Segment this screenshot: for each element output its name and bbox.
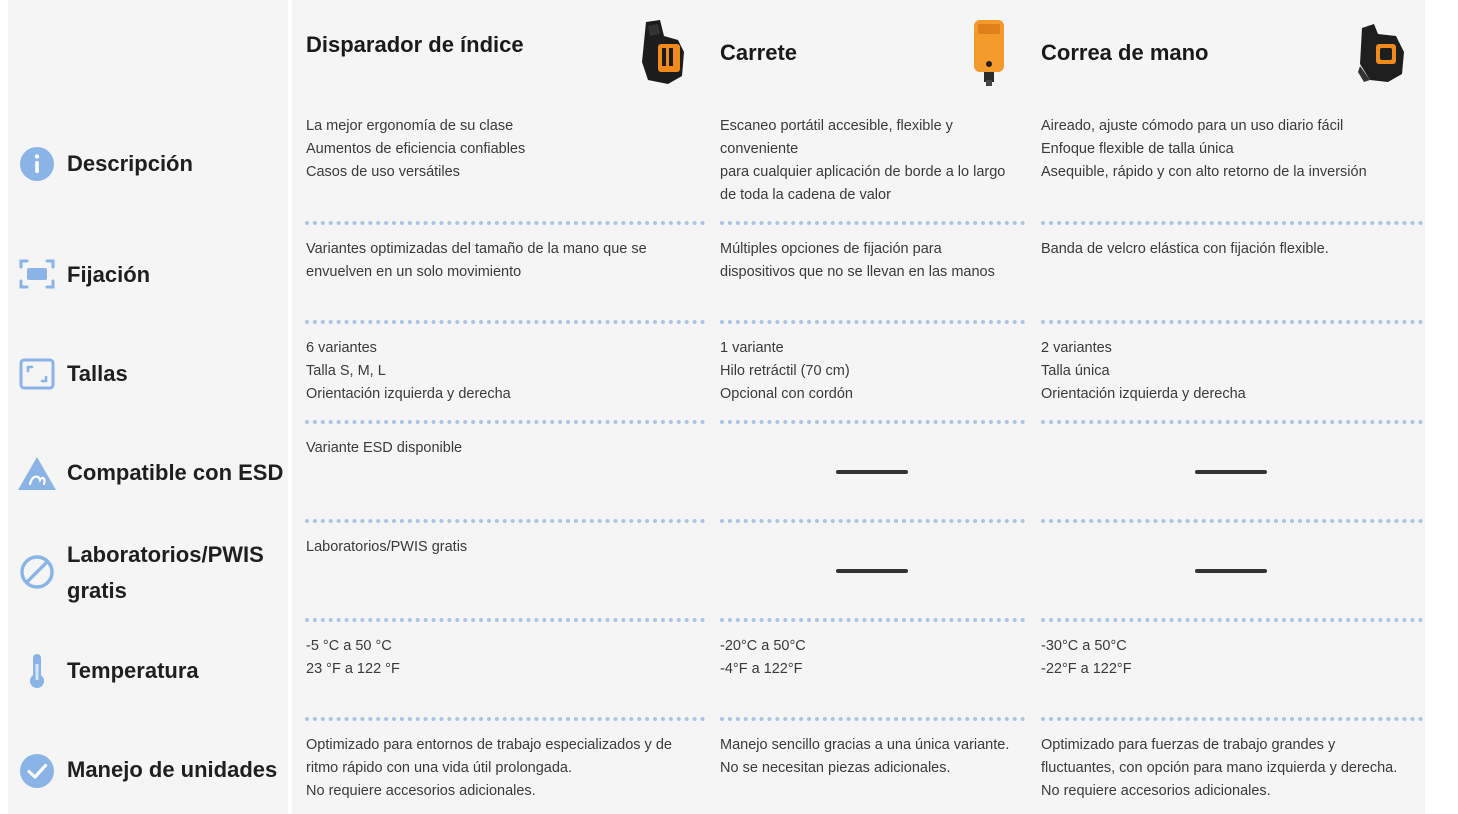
label-column-bg	[8, 0, 288, 814]
cell-line: Banda de velcro elástica con fijación flexible.	[1041, 241, 1329, 257]
cell-line: Talla única	[1041, 363, 1110, 379]
cell-line: Aireado, ajuste cómodo para un uso diario fácil	[1041, 118, 1344, 134]
cell-line: Talla S, M, L	[306, 363, 386, 379]
cell-line: fluctuantes, con opción para mano izquierda y derecha.	[1041, 760, 1398, 776]
finger-trigger-scanner-icon	[638, 18, 688, 86]
cell-line: Manejo sencillo gracias a una única variante.	[720, 737, 1010, 753]
cell-line: -4°F a 122°F	[720, 661, 803, 677]
row-divider	[720, 320, 1025, 324]
row-label-tallas	[67, 356, 128, 392]
cell-manejo	[1041, 734, 1397, 803]
cell-line: ritmo rápido con una vida útil prolongada.	[306, 760, 572, 776]
cell-fijacion	[720, 238, 995, 284]
cell-line: Asequible, rápido y con alto retorno de la inversión	[1041, 164, 1367, 180]
row-divider	[1041, 618, 1423, 622]
cell-line: Hilo retráctil (70 cm)	[720, 363, 850, 379]
cell-manejo	[306, 734, 672, 803]
info-icon	[18, 145, 56, 183]
row-label-line: Tallas	[67, 361, 128, 386]
row-divider	[305, 519, 705, 523]
row-divider	[305, 717, 705, 721]
cell-line: No requiere accesorios adicionales.	[1041, 783, 1271, 799]
hand-strap-scanner-icon	[1356, 22, 1408, 84]
cell-fijacion	[306, 238, 647, 284]
not-available-dash	[836, 569, 908, 573]
cell-line: Orientación izquierda y derecha	[306, 386, 511, 402]
cell-line: -22°F a 122°F	[1041, 661, 1132, 677]
esd-icon	[16, 454, 58, 492]
prohibited-icon	[18, 553, 56, 591]
cell-line: Orientación izquierda y derecha	[1041, 386, 1246, 402]
row-divider	[305, 221, 705, 225]
cell-line: 2 variantes	[1041, 340, 1112, 356]
row-divider	[1041, 519, 1423, 523]
cell-line: -5 °C a 50 °C	[306, 638, 392, 654]
row-divider	[720, 618, 1025, 622]
row-divider	[305, 320, 705, 324]
row-label-line: gratis	[67, 578, 127, 603]
row-divider	[305, 618, 705, 622]
cell-labs	[306, 536, 467, 559]
cell-line: Múltiples opciones de fijación para	[720, 241, 942, 257]
cell-line: Enfoque flexible de talla única	[1041, 141, 1234, 157]
row-label-descripcion	[67, 146, 193, 182]
cell-line: dispositivos que no se llevan en las manos	[720, 264, 995, 280]
cell-line: para cualquier aplicación de borde a lo largo	[720, 164, 1006, 180]
cell-line: Laboratorios/PWIS gratis	[306, 539, 468, 555]
size-icon	[18, 355, 56, 393]
cell-line: conveniente	[720, 141, 799, 157]
product-title: Disparador de índice	[306, 32, 524, 57]
row-divider	[1041, 320, 1423, 324]
cell-line: No requiere accesorios adicionales.	[306, 783, 536, 799]
row-label-labs	[67, 537, 264, 609]
row-label-manejo	[67, 752, 277, 788]
cell-temperatura	[1041, 635, 1132, 681]
row-divider	[305, 420, 705, 424]
cell-line: envuelven en un solo movimiento	[306, 264, 522, 280]
row-label-line: Compatible con ESD	[67, 460, 284, 485]
cell-descripcion	[720, 115, 1005, 207]
cell-fijacion	[1041, 238, 1329, 261]
cell-descripcion	[1041, 115, 1367, 184]
reel-scanner-icon	[968, 18, 1008, 88]
cell-temperatura	[306, 635, 400, 681]
row-label-line: Descripción	[67, 151, 193, 176]
thermometer-icon	[18, 652, 56, 690]
cell-tallas	[306, 337, 511, 406]
row-label-line: Manejo de unidades	[67, 757, 278, 782]
cell-line: -20°C a 50°C	[720, 638, 806, 654]
row-label-esd	[67, 455, 283, 491]
row-divider	[1041, 420, 1423, 424]
cell-line: -30°C a 50°C	[1041, 638, 1127, 654]
cell-line: Optimizado para entornos de trabajo especializados y de	[306, 737, 672, 753]
not-available-dash	[1195, 569, 1267, 573]
cell-descripcion	[306, 115, 525, 184]
cell-line: Variante ESD disponible	[306, 440, 463, 456]
cell-tallas	[720, 337, 853, 406]
not-available-dash	[1195, 470, 1267, 474]
row-divider	[720, 420, 1025, 424]
cell-line: Opcional con cordón	[720, 386, 853, 402]
row-label-temperatura	[67, 653, 199, 689]
row-divider	[1041, 221, 1423, 225]
product-title: Carrete	[720, 40, 798, 65]
attachment-icon	[18, 255, 56, 293]
product-title: Correa de mano	[1041, 40, 1209, 65]
row-divider	[720, 717, 1025, 721]
cell-line: Optimizado para fuerzas de trabajo grandes y	[1041, 737, 1336, 753]
row-divider	[1041, 717, 1423, 721]
row-label-fijacion	[67, 257, 150, 293]
cell-line: La mejor ergonomía de su clase	[306, 118, 514, 134]
cell-line: No se necesitan piezas adicionales.	[720, 760, 951, 776]
row-divider	[720, 221, 1025, 225]
cell-line: Variantes optimizadas del tamaño de la mano que se	[306, 241, 647, 257]
cell-esd	[306, 437, 462, 460]
cell-line: Escaneo portátil accesible, flexible y	[720, 118, 953, 134]
cell-line: 1 variante	[720, 340, 784, 356]
not-available-dash	[836, 470, 908, 474]
row-divider	[720, 519, 1025, 523]
cell-line: 23 °F a 122 °F	[306, 661, 400, 677]
cell-line: Aumentos de eficiencia confiables	[306, 141, 526, 157]
cell-tallas	[1041, 337, 1246, 406]
cell-manejo	[720, 734, 1009, 780]
cell-line: Casos de uso versátiles	[306, 164, 460, 180]
row-label-line: Temperatura	[67, 658, 199, 683]
row-label-line: Laboratorios/PWIS	[67, 542, 264, 567]
cell-line: de toda la cadena de valor	[720, 187, 891, 203]
cell-temperatura	[720, 635, 806, 681]
cell-line: 6 variantes	[306, 340, 377, 356]
check-circle-icon	[18, 752, 56, 790]
row-label-line: Fijación	[67, 262, 151, 287]
